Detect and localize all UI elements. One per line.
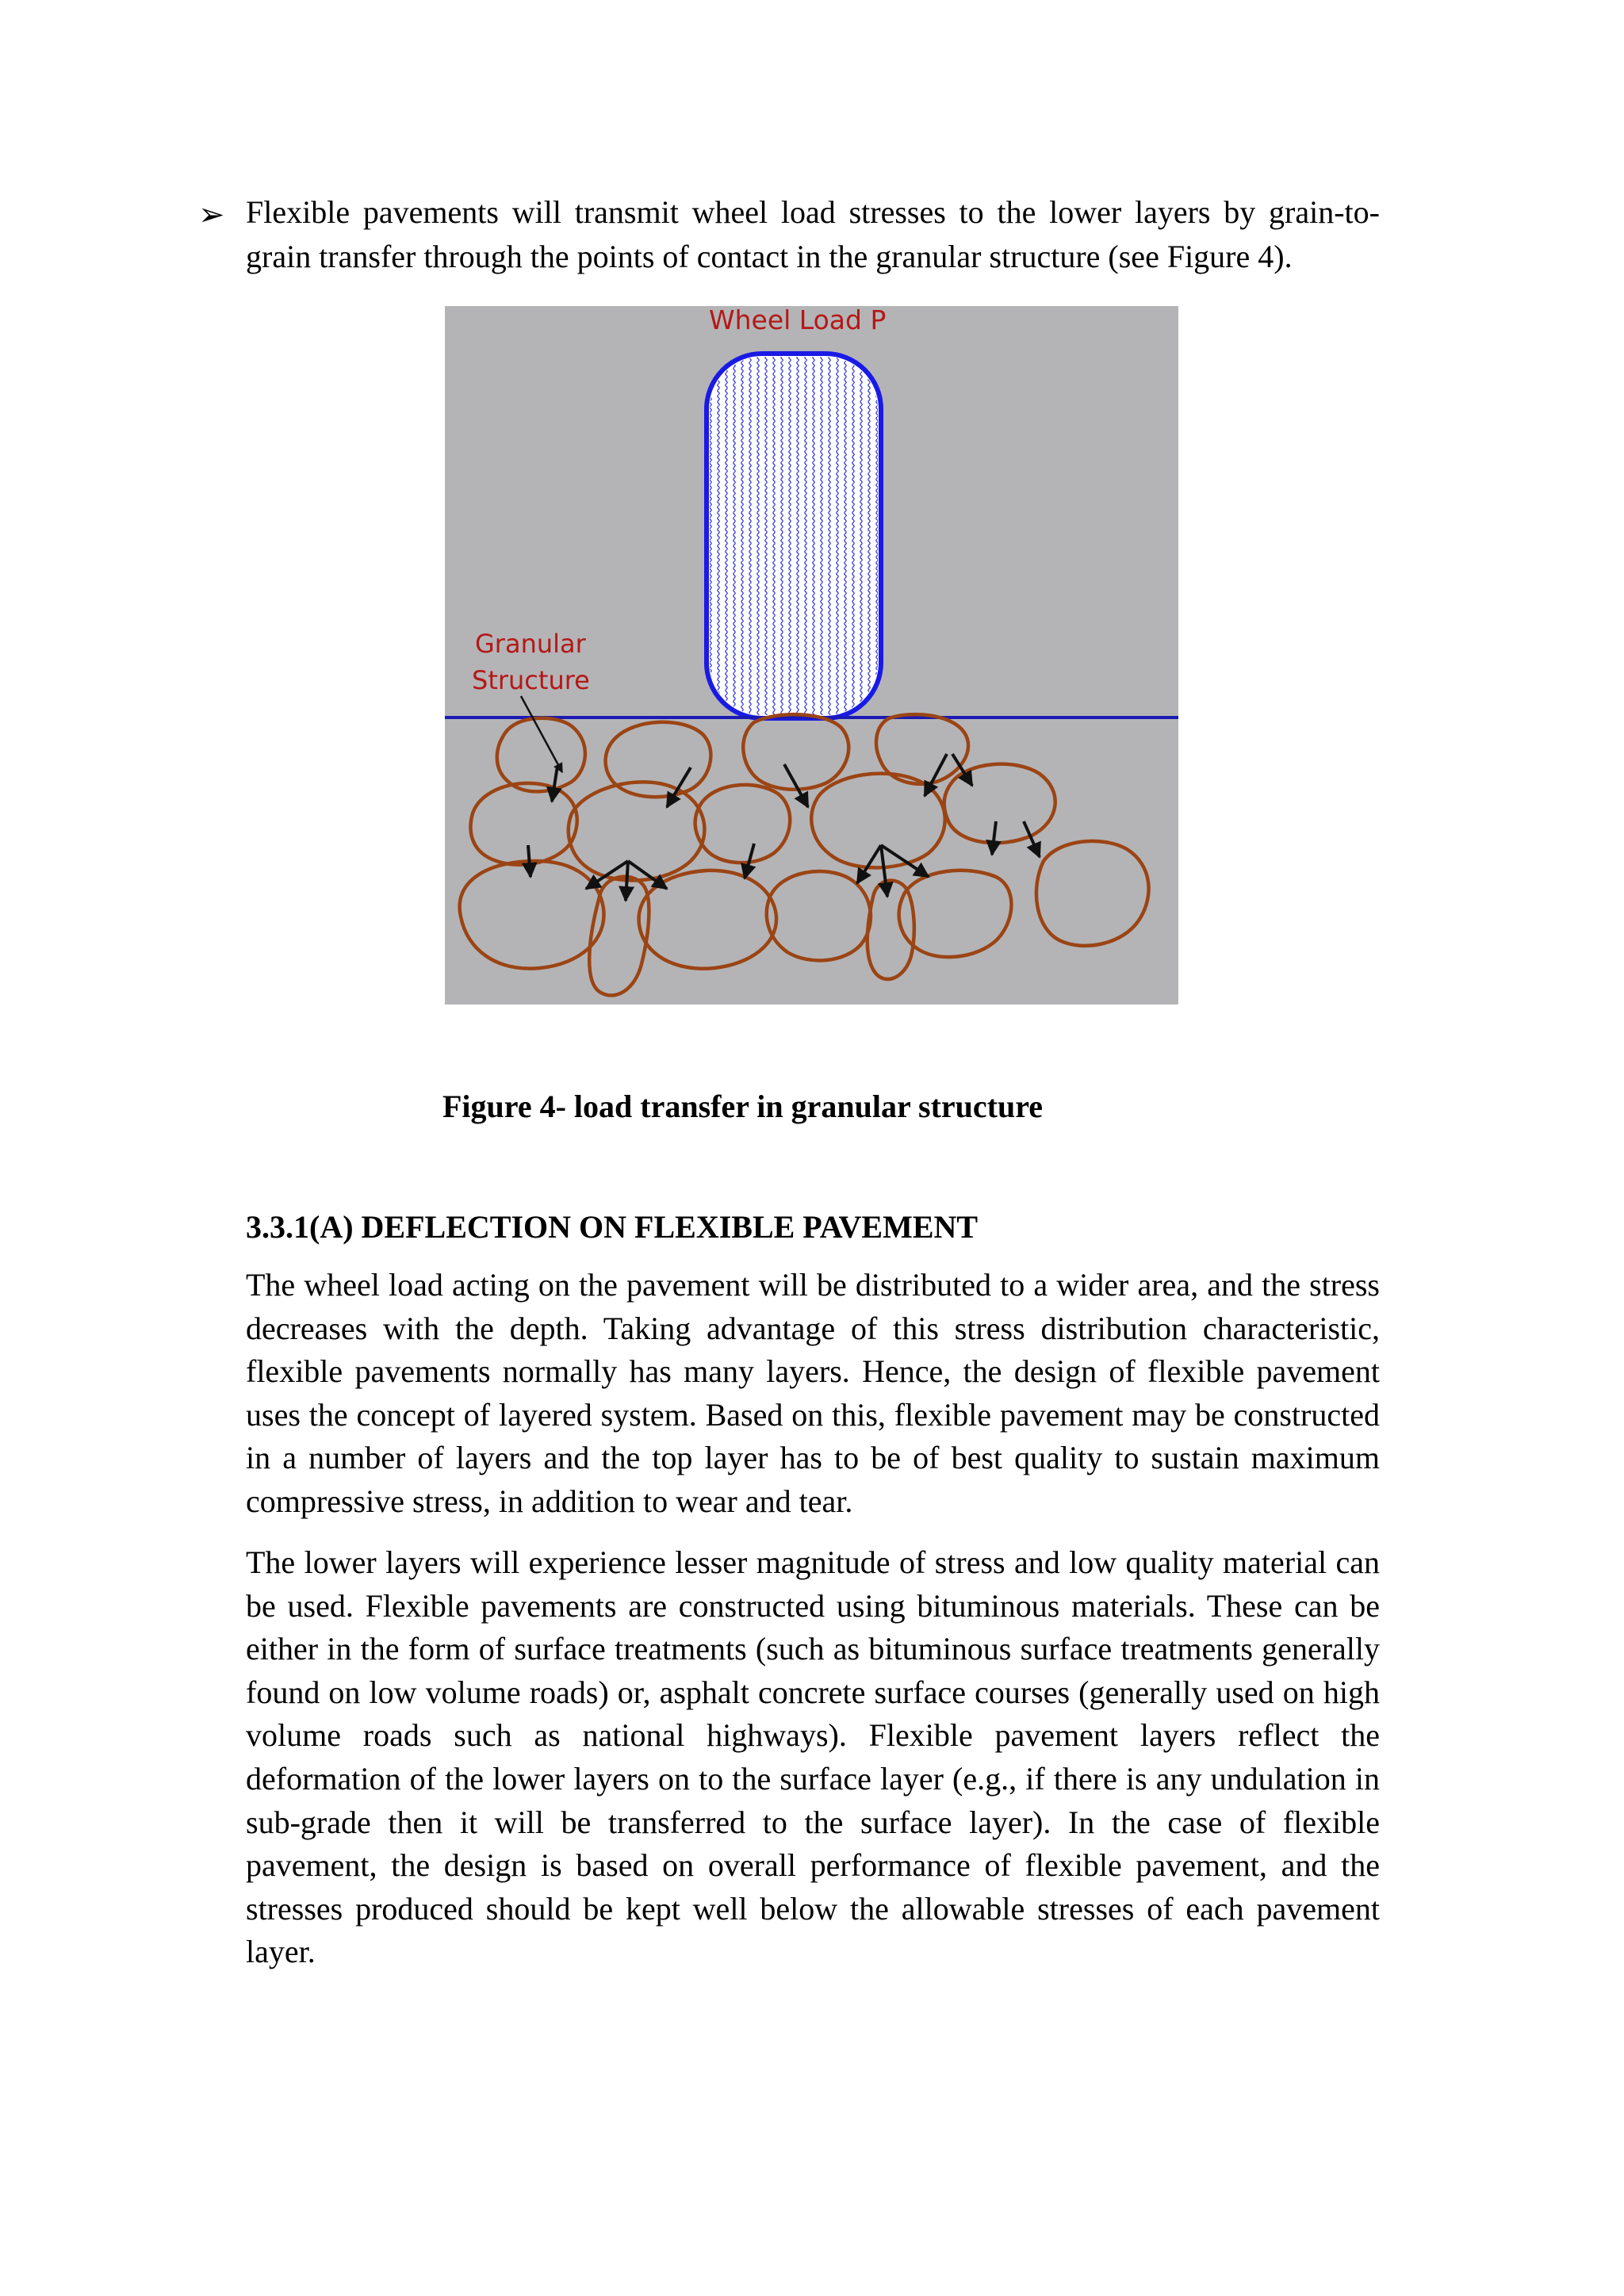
bullet-text: Flexible pavements will transmit wheel load stresses to the lower layers by grain-to-grain transfer through the points of contact in the granular structure (see Figure 4). <box>246 194 1380 274</box>
bullet-item <box>198 190 1380 279</box>
paragraph-1: The wheel load acting on the pavement will be distributed to a wider area, and the stress decreases with the depth. Taking advantage of this stress distribution characteristic, flexible pavements normally has many layers. Hence, the design of flexible pavement uses the concept of layered system. Based on this, flexible pavement may be constructed in a number of layers and the top layer has to be of best quality to sustain maximum compressive stress, in addition to wear and tear. <box>246 1267 1380 1519</box>
paragraph-2: The lower layers will experience lesser magnitude of stress and low quality material can be used. Flexible pavements are constructed using bituminous materials. These can be either in the form of surface treatments (such as bituminous surface treatments generally found on low volume roads) or, asphalt concrete surface courses (generally used on high volume roads such as national highways). Flexible pavement layers reflect the deformation of the lower layers on to the surface layer (e.g., if there is any undulation in sub-grade then it will be transferred to the surface layer). In the case of flexible pavement, the design is based on overall performance of flexible pavement, and the stresses produced should be kept well below the allowable stresses of each pavement layer. <box>246 1544 1380 1970</box>
arrowhead-bullet-icon: ➢ <box>198 197 225 233</box>
granular-label-line2: Structure <box>472 665 590 695</box>
section-heading: 3.3.1(A) DEFLECTION ON FLEXIBLE PAVEMENT <box>246 1209 979 1245</box>
wheel-tread-pattern <box>710 357 878 715</box>
figure-load-transfer <box>445 306 1178 1004</box>
figure-diagram <box>445 306 1178 1004</box>
figure-caption: Figure 4- load transfer in granular structure <box>442 1089 1043 1124</box>
granular-label-line1: Granular <box>475 629 586 659</box>
wheel-load-label: Wheel Load P <box>709 306 887 335</box>
